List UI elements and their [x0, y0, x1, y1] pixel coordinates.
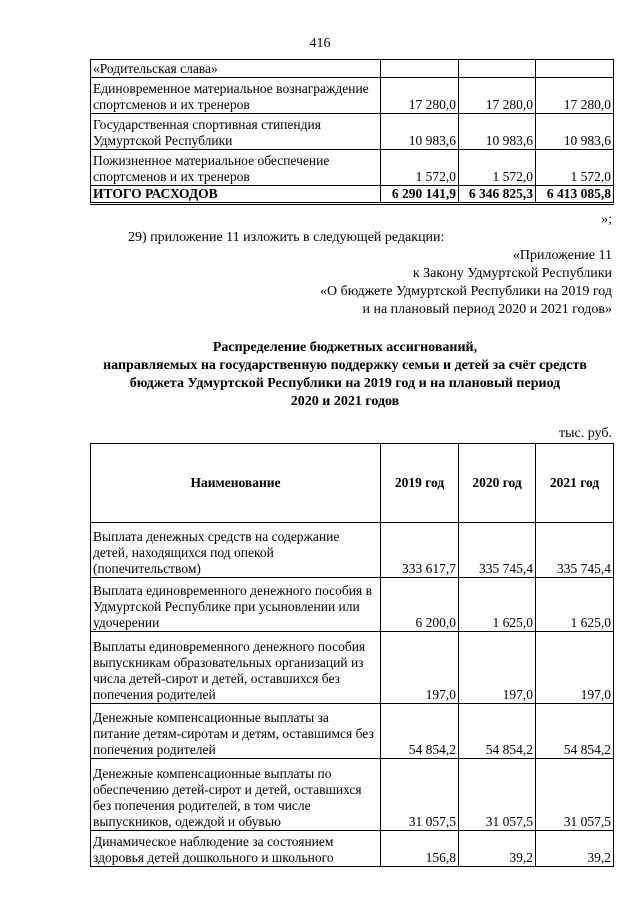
value-2020: 17 280,0 [459, 78, 536, 114]
value-2020: 31 057,5 [459, 759, 536, 831]
table-row [91, 523, 614, 578]
table-row [91, 78, 614, 114]
header-2020: 2020 год [459, 444, 536, 523]
value-2021 [536, 60, 614, 78]
title-line: 2020 и 2021 годов [290, 394, 400, 409]
units-label: тыс. руб. [559, 426, 612, 441]
value-2019: 54 854,2 [381, 704, 459, 759]
header-name: Наименование [91, 444, 381, 523]
value-2020: 335 745,4 [459, 523, 536, 578]
value-2020: 54 854,2 [459, 704, 536, 759]
appendix-line-1: «Приложение 11 [512, 248, 612, 263]
row-name: Динамическое наблюдение за состоянием здоровья детей дошкольного и школьного [91, 831, 381, 867]
value-2020: 10 983,6 [459, 114, 536, 150]
title-line: бюджета Удмуртской Республики на 2019 год и на плановый период [129, 376, 561, 391]
value-2021: 54 854,2 [536, 704, 614, 759]
page-number: 416 [309, 36, 331, 51]
value-2021: 1 572,0 [536, 150, 614, 186]
amendment-paragraph: 29) приложение 11 изложить в следующей редакции: [128, 230, 445, 245]
appendix-line-2: к Закону Удмуртской Республики [412, 266, 612, 281]
value-2019: 1 572,0 [381, 150, 459, 186]
value-2021: 1 625,0 [536, 578, 614, 632]
document-title [60, 339, 630, 411]
total-2019: 6 290 141,9 [381, 186, 459, 204]
value-2021: 10 983,6 [536, 114, 614, 150]
header-2019: 2019 год [381, 444, 459, 523]
title-line: направляемых на государственную поддержку семьи и детей за счёт средств [103, 358, 587, 373]
total-2021: 6 413 085,8 [536, 186, 614, 204]
value-2019: 10 983,6 [381, 114, 459, 150]
value-2021: 31 057,5 [536, 759, 614, 831]
table-row [91, 114, 614, 150]
header-2021: 2021 год [536, 444, 614, 523]
row-name: Единовременное материальное вознаграждение спортсменов и их тренеров [91, 78, 381, 114]
value-2019: 333 617,7 [381, 523, 459, 578]
value-2021: 17 280,0 [536, 78, 614, 114]
value-2019: 17 280,0 [381, 78, 459, 114]
value-2019 [381, 60, 459, 78]
value-2020: 39,2 [459, 831, 536, 867]
table-row [91, 704, 614, 759]
appendix-line-4: и на плановый период 2020 и 2021 годов» [362, 302, 612, 317]
value-2021: 335 745,4 [536, 523, 614, 578]
row-name: Выплаты единовременного денежного пособия выпускникам образовательных организаций из числа детей-сирот и детей, оставшихся без попечения родителей [91, 632, 381, 704]
appendix-line-3: «О бюджете Удмуртской Республики на 2019 год [319, 284, 612, 299]
table-row [91, 759, 614, 831]
closing-mark: »; [601, 212, 612, 227]
row-name: «Родительская слава» [91, 60, 381, 78]
row-name: Выплата единовременного денежного пособия в Удмуртской Республике при усыновлении или удочерении [91, 578, 381, 632]
total-2020: 6 346 825,3 [459, 186, 536, 204]
value-2021: 197,0 [536, 632, 614, 704]
table-row [91, 150, 614, 186]
row-name: Выплата денежных средств на содержание детей, находящихся под опекой (попечительством) [91, 523, 381, 578]
value-2019: 31 057,5 [381, 759, 459, 831]
budget-table [90, 443, 614, 867]
row-name: Государственная спортивная стипендия Удмуртской Республики [91, 114, 381, 150]
table-row [91, 831, 614, 867]
value-2020: 197,0 [459, 632, 536, 704]
table-row [91, 632, 614, 704]
value-2019: 156,8 [381, 831, 459, 867]
row-name: Денежные компенсационные выплаты за питание детям-сиротам и детям, оставшимся без попечения родителей [91, 704, 381, 759]
table-row [91, 578, 614, 632]
value-2020 [459, 60, 536, 78]
previous-table [90, 59, 614, 205]
value-2020: 1 625,0 [459, 578, 536, 632]
total-row [91, 186, 614, 204]
title-line: Распределение бюджетных ассигнований, [212, 340, 478, 355]
value-2020: 1 572,0 [459, 150, 536, 186]
value-2021: 39,2 [536, 831, 614, 867]
row-name: Пожизненное материальное обеспечение спортсменов и их тренеров [91, 150, 381, 186]
total-label: ИТОГО РАСХОДОВ [91, 186, 381, 204]
header-row [91, 444, 614, 523]
value-2019: 6 200,0 [381, 578, 459, 632]
value-2019: 197,0 [381, 632, 459, 704]
row-name: Денежные компенсационные выплаты по обеспечению детей-сирот и детей, оставшихся без попечения родителей, в том числе выпускников, одеждой и обувью [91, 759, 381, 831]
table-row [91, 60, 614, 78]
